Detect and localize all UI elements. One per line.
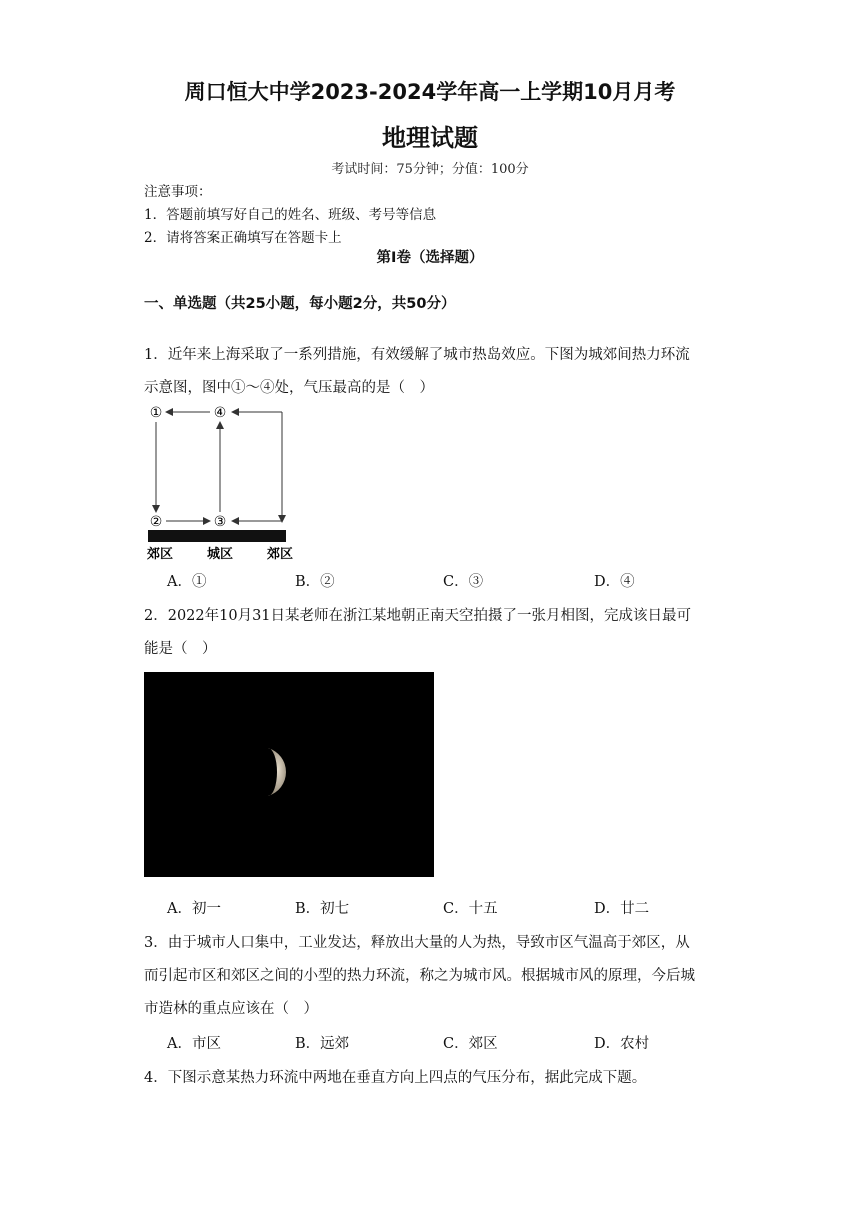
point-4-label: ④ <box>213 405 227 421</box>
section-title: 一、单选题（共25小题，每小题2分，共50分） <box>144 296 456 312</box>
option-c: C．③ <box>443 574 484 590</box>
question-3-line: 3．由于城市人口集中，工业发达，释放出大量的人为热，导致市区气温高于郊区，从 <box>144 935 690 951</box>
question-1-line: 示意图，图中①～④处，气压最高的是（ ） <box>144 380 434 396</box>
option-d: D．廿二 <box>594 901 650 917</box>
point-1-label: ① <box>149 405 163 421</box>
point-3-label: ③ <box>213 514 227 530</box>
option-c: C．郊区 <box>443 1036 498 1052</box>
option-a: A．① <box>167 574 207 590</box>
option-b: B．初七 <box>295 901 350 917</box>
question-3-line: 而引起市区和郊区之间的小型的热力环流，称之为城市风。根据城市风的原理，今后城 <box>144 968 695 984</box>
question-4-line: 4．下图示意某热力环流中两地在垂直方向上四点的气压分布，据此完成下题。 <box>144 1070 647 1086</box>
option-c: C．十五 <box>443 901 498 917</box>
option-b: B．远郊 <box>295 1036 350 1052</box>
suburb-label-right: 郊区 <box>266 547 294 562</box>
question-1-line: 1．近年来上海采取了一系列措施，有效缓解了城市热岛效应。下图为城郊间热力环流 <box>144 347 690 363</box>
city-label: 城区 <box>206 547 234 562</box>
question-2-line: 2．2022年10月31日某老师在浙江某地朝正南天空拍摄了一张月相图，完成该日最可 <box>144 608 692 624</box>
question-2-line: 能是（ ） <box>144 641 217 657</box>
thermal-circulation-diagram <box>144 400 304 565</box>
option-d: D．农村 <box>594 1036 650 1052</box>
option-b: B．② <box>295 574 335 590</box>
option-a: A．初一 <box>167 901 221 917</box>
notes-heading: 注意事项： <box>144 184 212 200</box>
exam-title: 周口恒大中学2023-2024学年高一上学期10月月考 <box>184 80 676 104</box>
exam-meta: 考试时间：75分钟；分值：100分 <box>331 162 529 177</box>
suburb-label-left: 郊区 <box>146 547 174 562</box>
note-item: 2．请将答案正确填写在答题卡上 <box>144 230 342 246</box>
option-d: D．④ <box>594 574 635 590</box>
moon-icon <box>268 748 286 796</box>
question-3-line: 市造林的重点应该在（ ） <box>144 1001 318 1017</box>
ground-bar <box>148 530 286 542</box>
exam-subject: 地理试题 <box>382 124 478 152</box>
part-title: 第Ⅰ卷（选择题） <box>376 250 484 266</box>
option-a: A．市区 <box>167 1036 221 1052</box>
moon-phase-photo <box>144 672 434 877</box>
point-2-label: ② <box>149 514 163 530</box>
note-item: 1．答题前填写好自己的姓名、班级、考号等信息 <box>144 207 437 223</box>
